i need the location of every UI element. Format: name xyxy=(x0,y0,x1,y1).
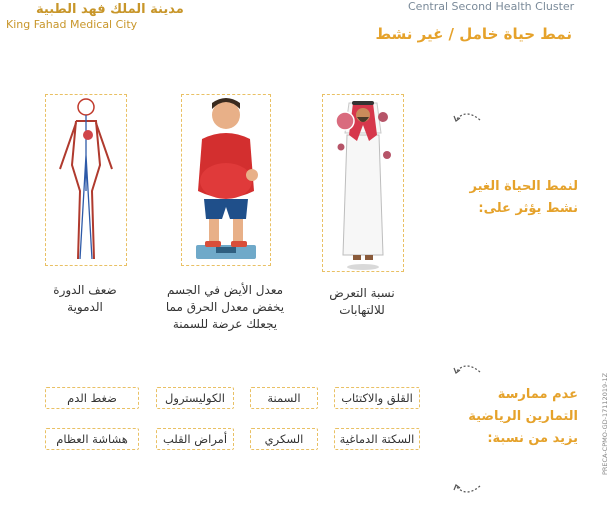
obese-man-on-scale-illustration xyxy=(182,95,270,265)
caption-line: معدل الأيض في الجسم xyxy=(166,283,284,297)
side-note-line: يزيد من نسبة: xyxy=(487,431,578,446)
condition-obesity: السمنة xyxy=(250,387,318,409)
condition-anxiety-depression: القلق والاكتئاب xyxy=(334,387,420,409)
page-title: نمط حياة خامل / غير نشط xyxy=(375,25,572,43)
figure-man-frame xyxy=(322,94,404,272)
caption-metabolism xyxy=(156,282,294,333)
condition-osteoporosis: هشاشة العظام xyxy=(45,428,139,450)
condition-heart-disease: أمراض القلب xyxy=(156,428,234,450)
side-note-affects xyxy=(469,176,578,220)
condition-cholesterol: الكوليسترول xyxy=(156,387,234,409)
caption-line: يجعلك عرضة للسمنة xyxy=(172,317,278,331)
side-note-line: نشط يؤثر على: xyxy=(478,201,578,216)
cluster-name: Central Second Health Cluster xyxy=(408,0,575,13)
curved-arrow-icon xyxy=(452,480,482,500)
figure-obese-frame xyxy=(181,94,271,266)
condition-blood-pressure: ضغط الدم xyxy=(45,387,139,409)
side-note-exercise xyxy=(468,384,578,450)
caption-circulation xyxy=(35,282,135,316)
curved-arrow-icon xyxy=(452,108,482,128)
condition-stroke: السكتة الدماغية xyxy=(334,428,420,450)
man-in-thobe-illustration xyxy=(323,95,403,271)
side-note-line: التمارين الرياضية xyxy=(468,409,578,424)
caption-line: الدموية xyxy=(67,300,103,314)
logo-arabic-text: مدينة الملك فهد الطبية xyxy=(36,2,184,17)
logo-english-text: King Fahad Medical City xyxy=(6,18,138,31)
caption-inflammation xyxy=(312,285,412,319)
curved-arrow-icon xyxy=(452,360,482,380)
caption-line: نسبة التعرض xyxy=(329,286,395,300)
side-note-line: لنمط الحياة الغير xyxy=(469,179,578,194)
caption-line: ضعف الدورة xyxy=(53,283,117,297)
side-note-line: عدم ممارسة xyxy=(497,387,578,402)
document-code: PRECA-CPMO-GD-17112019-1Z xyxy=(600,372,609,476)
caption-line: للالتهابات xyxy=(339,303,385,317)
circulatory-system-illustration xyxy=(46,95,126,265)
figure-body-frame xyxy=(45,94,127,266)
condition-diabetes: السكري xyxy=(250,428,318,450)
caption-line: يخفض معدل الحرق مما xyxy=(165,300,285,314)
